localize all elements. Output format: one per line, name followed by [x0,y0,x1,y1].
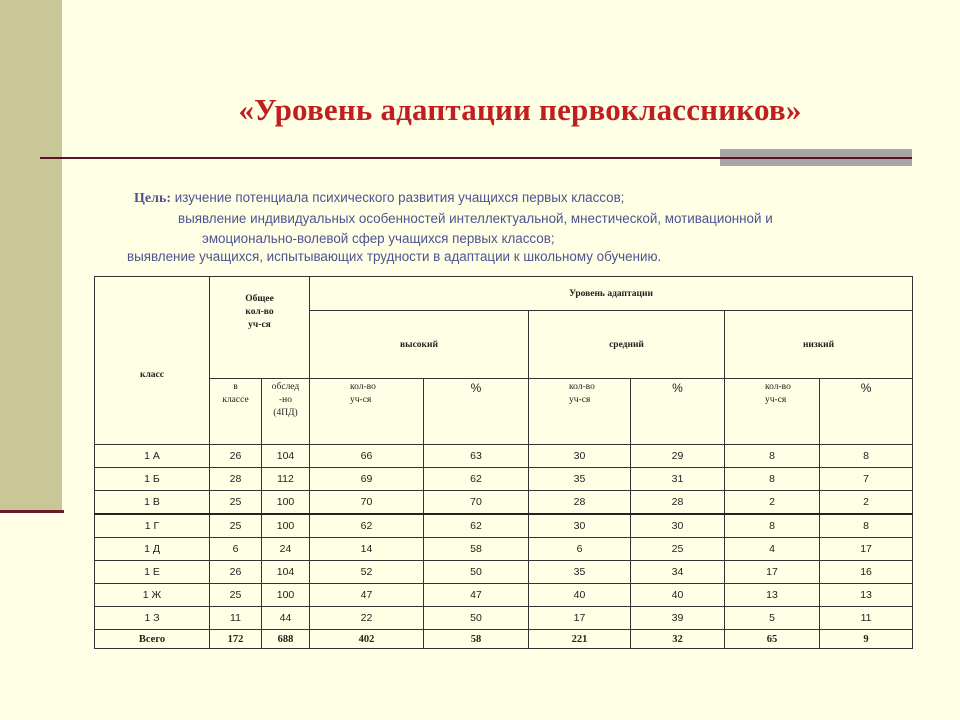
cell-in-class: 11 [210,607,262,630]
cell-class: 1 Ж [95,584,210,607]
cell-high-pct: 47 [424,584,529,607]
table-row [95,584,913,607]
cell-low-pct: 8 [820,445,913,468]
title-divider [40,157,912,159]
header-total-line2: кол-во [245,307,274,317]
cell-low-count: 8 [725,468,820,491]
header-in-class-2: классе [222,395,249,405]
header-low-count [725,379,820,445]
cell-class: 1 А [95,445,210,468]
header-low-pct: % [820,379,913,445]
cell-class: 1 Е [95,561,210,584]
cell-low-count: 8 [725,514,820,538]
cell-low-count: 17 [725,561,820,584]
cell-high-pct: 58 [424,538,529,561]
cell-low-pct: 17 [820,538,913,561]
cell-mid-count: 6 [529,538,631,561]
cell-high-count: 52 [310,561,424,584]
cell-in-class: 25 [210,491,262,515]
cell-class: 1 Б [95,468,210,491]
cell-low-count: 2 [725,491,820,515]
header-count-1: кол-во [569,382,595,392]
cell-low-pct: 2 [820,491,913,515]
cell-low-pct: 13 [820,584,913,607]
table-row [95,607,913,630]
header-total-line1: Общее [245,294,274,304]
cell-mid-count: 30 [529,514,631,538]
header-high-pct: % [424,379,529,445]
total-cell-high-pct: 58 [424,630,529,649]
table-row [95,514,913,538]
cell-mid-count: 35 [529,468,631,491]
cell-examined: 112 [262,468,310,491]
table-row [95,561,913,584]
cell-mid-pct: 28 [631,491,725,515]
cell-high-count: 22 [310,607,424,630]
cell-mid-count: 40 [529,584,631,607]
header-total-line3: уч-ся [248,320,271,330]
cell-mid-count: 30 [529,445,631,468]
cell-high-count: 66 [310,445,424,468]
cell-high-count: 62 [310,514,424,538]
header-total-students [210,277,310,379]
total-cell-low-count: 65 [725,630,820,649]
header-mid-pct: % [631,379,725,445]
cell-class: 1 Д [95,538,210,561]
table-row [95,445,913,468]
cell-high-pct: 62 [424,468,529,491]
cell-in-class: 25 [210,514,262,538]
cell-low-pct: 7 [820,468,913,491]
total-cell-mid-pct: 32 [631,630,725,649]
goal-line-4: выявление учащихся, испытывающих трудности в адаптации к школьному обучению. [127,249,662,264]
cell-in-class: 6 [210,538,262,561]
cell-class: 1 З [95,607,210,630]
header-count-1: кол-во [765,382,791,392]
cell-in-class: 28 [210,468,262,491]
cell-class: 1 В [95,491,210,515]
left-decor-bar [0,0,62,512]
cell-in-class: 26 [210,445,262,468]
total-cell-high-count: 402 [310,630,424,649]
header-count-2: уч-ся [569,395,591,405]
slide-title: «Уровень адаптации первоклассников» [238,92,802,127]
cell-high-count: 14 [310,538,424,561]
total-cell-examined: 688 [262,630,310,649]
header-in-class [210,379,262,445]
cell-high-pct: 70 [424,491,529,515]
cell-low-count: 13 [725,584,820,607]
cell-class: 1 Г [95,514,210,538]
cell-mid-pct: 40 [631,584,725,607]
header-mid: средний [529,311,725,379]
cell-examined: 44 [262,607,310,630]
cell-examined: 24 [262,538,310,561]
cell-mid-pct: 39 [631,607,725,630]
header-in-class-1: в [233,382,238,392]
cell-examined: 104 [262,445,310,468]
cell-high-pct: 50 [424,561,529,584]
left-decor-rule [0,510,64,513]
cell-in-class: 26 [210,561,262,584]
cell-high-pct: 62 [424,514,529,538]
cell-mid-pct: 31 [631,468,725,491]
header-examined [262,379,310,445]
cell-low-count: 4 [725,538,820,561]
table-row [95,538,913,561]
goal-text-1: изучение потенциала психического развития учащихся первых классов; [171,190,625,205]
cell-high-pct: 63 [424,445,529,468]
cell-mid-pct: 25 [631,538,725,561]
adaptation-table [94,276,913,649]
table-row [95,468,913,491]
header-examined-2: -но [279,395,292,405]
total-cell-in-class: 172 [210,630,262,649]
header-count-2: уч-ся [350,395,372,405]
header-count-1: кол-во [350,382,376,392]
cell-mid-count: 17 [529,607,631,630]
cell-in-class: 25 [210,584,262,607]
total-cell-low-pct: 9 [820,630,913,649]
cell-examined: 100 [262,514,310,538]
cell-examined: 100 [262,491,310,515]
header-examined-3: (4ПД) [273,408,298,418]
goal-label: Цель: [134,191,172,206]
total-cell-mid-count: 221 [529,630,631,649]
total-cell-class: Всего [95,630,210,649]
header-class: класс [95,277,210,445]
goal-line-3: эмоционально-волевой сфер учащихся первых классов; [202,231,555,246]
table-total-row [95,630,913,649]
cell-low-count: 5 [725,607,820,630]
header-mid-count [529,379,631,445]
cell-high-count: 69 [310,468,424,491]
cell-mid-pct: 34 [631,561,725,584]
cell-high-count: 70 [310,491,424,515]
header-examined-1: обслед [271,382,300,392]
cell-mid-pct: 30 [631,514,725,538]
cell-examined: 104 [262,561,310,584]
header-count-2: уч-ся [765,395,787,405]
cell-low-pct: 11 [820,607,913,630]
cell-low-pct: 16 [820,561,913,584]
cell-mid-count: 35 [529,561,631,584]
header-adaptation-level: Уровень адаптации [310,277,913,311]
cell-high-count: 47 [310,584,424,607]
goal-line-2: выявление индивидуальных особенностей интеллектуальной, мнестической, мотивационной и [178,211,773,226]
header-low: низкий [725,311,913,379]
header-high-count [310,379,424,445]
table-row [95,491,913,515]
cell-low-pct: 8 [820,514,913,538]
cell-mid-pct: 29 [631,445,725,468]
cell-mid-count: 28 [529,491,631,515]
cell-high-pct: 50 [424,607,529,630]
header-high: высокий [310,311,529,379]
cell-examined: 100 [262,584,310,607]
cell-low-count: 8 [725,445,820,468]
goal-line-1 [134,190,624,207]
